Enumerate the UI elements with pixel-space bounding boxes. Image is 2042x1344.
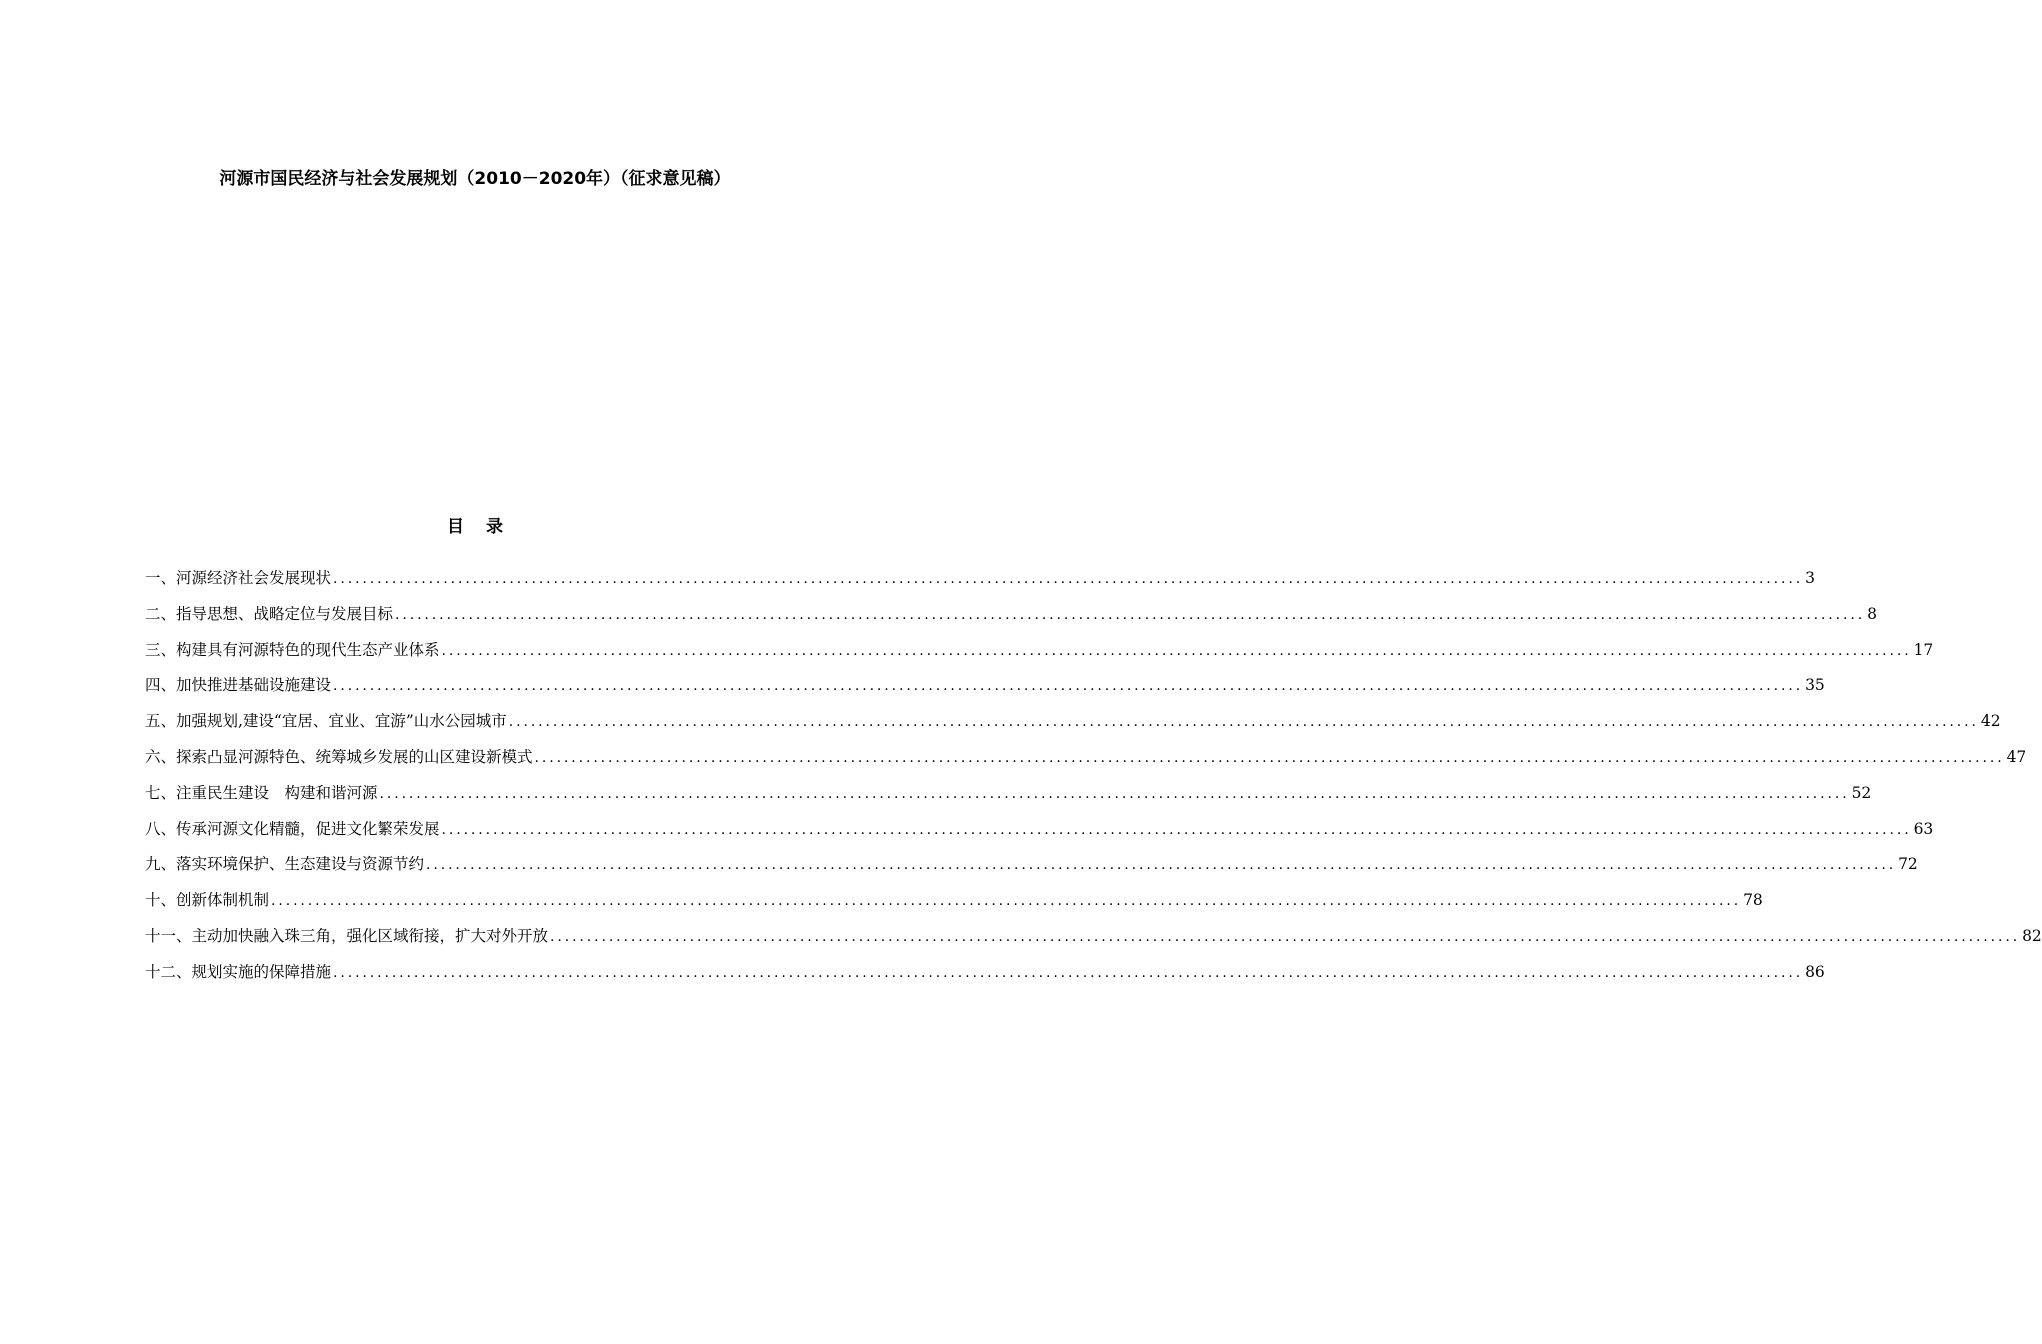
toc-entry-page: 42 xyxy=(1980,712,2001,731)
toc-entry-page: 17 xyxy=(1913,640,1934,659)
toc-entry-page: 52 xyxy=(1851,783,1872,802)
toc-entry-page: 8 xyxy=(1867,604,1877,623)
toc-entry-label: 七、注重民生建设 构建和谐河源 xyxy=(145,783,378,802)
toc-dot-leader: ........................................................................................................................................................................................................ xyxy=(271,893,1742,910)
toc-entry[interactable] xyxy=(145,781,1872,817)
toc-entry-label: 五、加强规划,建设“宜居、宜业、宜游”山水公园城市 xyxy=(145,712,507,731)
toc-entry-label: 一、河源经济社会发展现状 xyxy=(145,569,332,587)
toc-entry-label: 十一、主动加快融入珠三角，强化区域衔接，扩大对外开放 xyxy=(145,926,549,945)
toc-entry-label: 十二、规划实施的保障措施 xyxy=(145,962,332,981)
toc-entry[interactable] xyxy=(145,745,2027,781)
toc-dot-leader: ........................................................................................................................................................................................................ xyxy=(426,857,1897,874)
toc-dot-leader: ........................................................................................................................................................................................................ xyxy=(508,714,1979,731)
toc-entry-page: 78 xyxy=(1743,891,1763,910)
document-title: 河源市国民经济与社会发展规划（2010－2020年）（征求意见稿） xyxy=(219,169,731,189)
toc-entry[interactable] xyxy=(145,817,1934,853)
toc-entry-page: 86 xyxy=(1805,962,1825,981)
toc-dot-leader: ........................................................................................................................................................................................................ xyxy=(550,928,2021,945)
toc-entry[interactable] xyxy=(145,709,2001,745)
toc-dot-leader: ........................................................................................................................................................................................................ xyxy=(379,785,1850,802)
toc-entry-label: 六、探索凸显河源特色、统筹城乡发展的山区建设新模式 xyxy=(145,747,533,766)
toc-dot-leader: ........................................................................................................................................................................................................ xyxy=(395,606,1866,623)
toc-entry-label: 二、指导思想、战略定位与发展目标 xyxy=(145,604,394,623)
toc-entry-label: 三、构建具有河源特色的现代生态产业体系 xyxy=(145,640,440,659)
toc-entry-page: 3 xyxy=(1805,569,1815,587)
toc-entry-label: 四、加快推进基础设施建设 xyxy=(145,676,332,695)
toc-dot-leader: ........................................................................................................................................................................................................ xyxy=(441,642,1912,659)
toc-entry-page: 82 xyxy=(2022,926,2042,945)
toc-entry-page: 35 xyxy=(1805,676,1825,695)
toc-heading: 目录 xyxy=(447,517,525,537)
toc-entry-label: 八、传承河源文化精髓，促进文化繁荣发展 xyxy=(145,819,440,838)
toc-entry-page: 47 xyxy=(2006,747,2027,766)
toc-entry[interactable] xyxy=(145,852,1918,888)
toc-entry[interactable] xyxy=(145,566,1815,602)
toc-entry-page: 63 xyxy=(1913,819,1934,838)
table-of-contents xyxy=(145,566,2042,996)
toc-dot-leader: ........................................................................................................................................................................................................ xyxy=(333,678,1804,695)
toc-entry[interactable] xyxy=(145,602,1877,638)
toc-dot-leader: ........................................................................................................................................................................................................ xyxy=(441,821,1912,838)
toc-entry-page: 72 xyxy=(1898,855,1918,874)
toc-entry[interactable] xyxy=(145,673,1825,709)
toc-entry[interactable] xyxy=(145,638,1934,674)
toc-entry[interactable] xyxy=(145,960,1825,996)
toc-dot-leader: ........................................................................................................................................................................................................ xyxy=(534,749,2005,766)
toc-entry[interactable] xyxy=(145,888,1763,924)
toc-entry-label: 十、创新体制机制 xyxy=(145,891,270,910)
toc-dot-leader: ........................................................................................................................................................................................................ xyxy=(333,571,1804,587)
toc-dot-leader: ........................................................................................................................................................................................................ xyxy=(333,964,1804,981)
toc-entry-label: 九、落实环境保护、生态建设与资源节约 xyxy=(145,855,425,874)
toc-entry[interactable] xyxy=(145,924,2042,960)
